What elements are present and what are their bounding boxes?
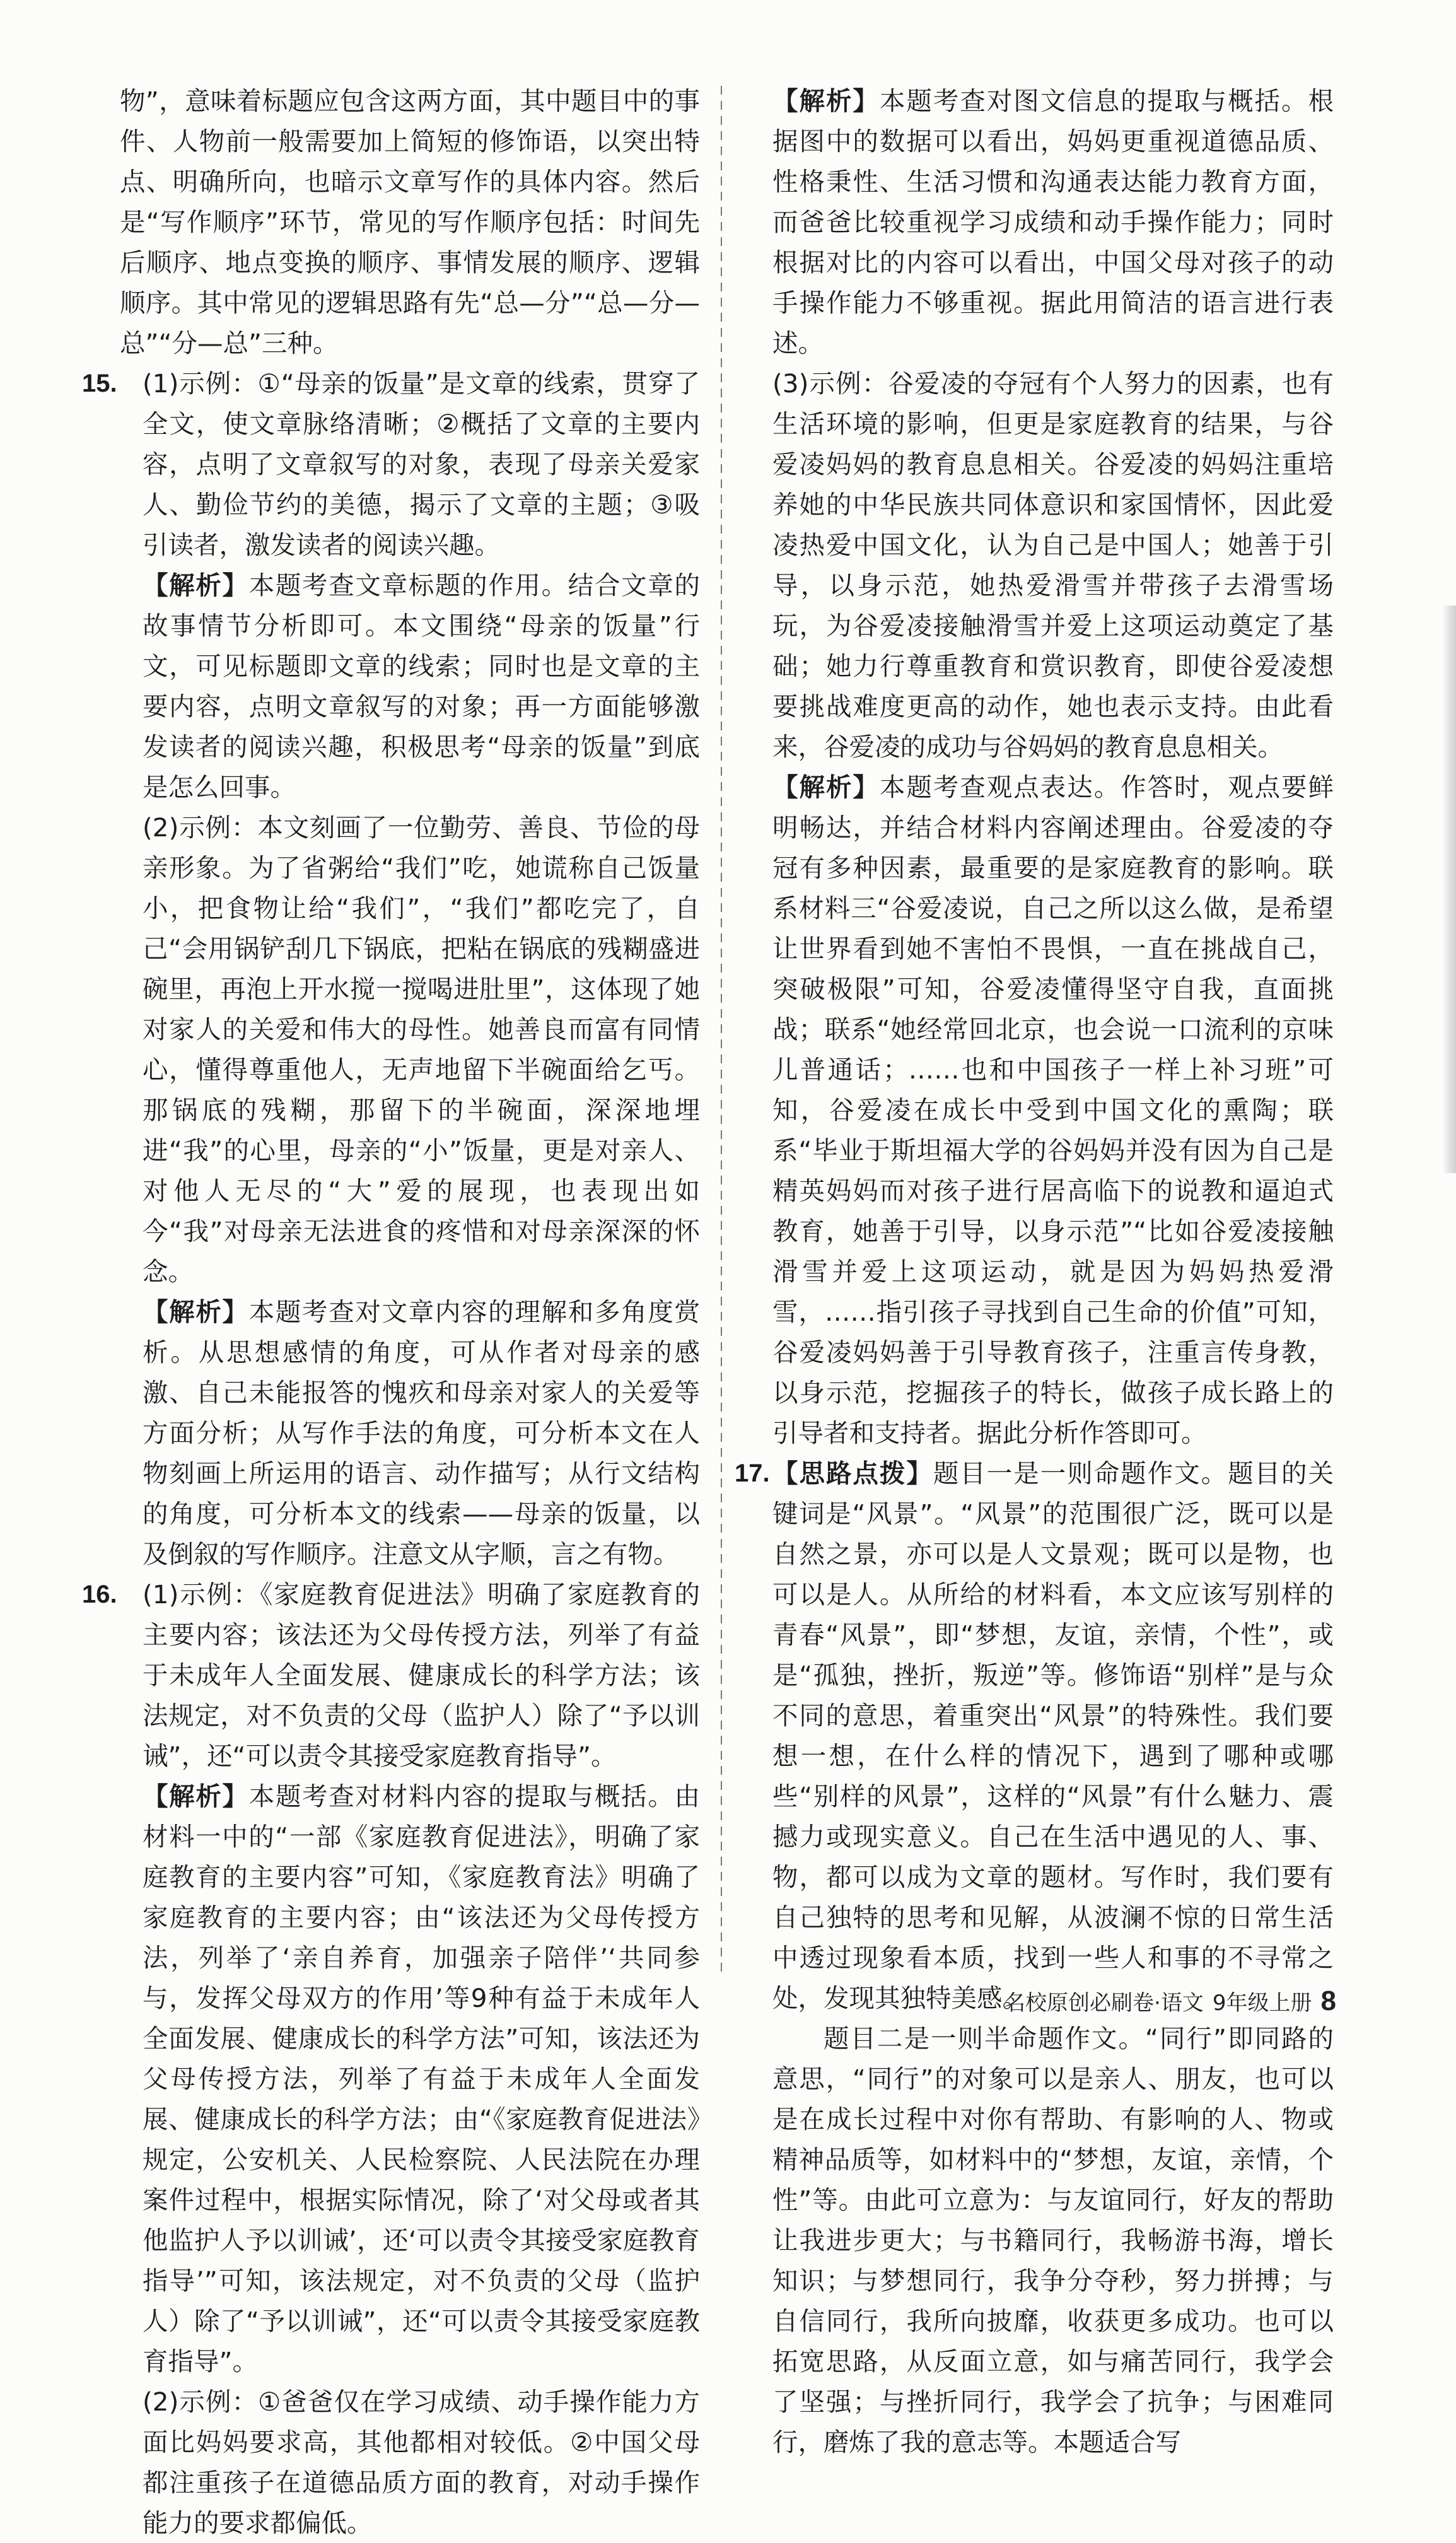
q16-answer-1: (1)示例：《家庭教育促进法》明确了家庭教育的主要内容；该法还为父母传授方法，列举了有益于未成年人全面发展、健康成长的科学方法；该法规定，对不负责的父母（监护人）除了“予以训诫”，还“可以责令其接受家庭教育指导”。 — [143, 1579, 700, 1771]
q17-paragraph-1: 题目一是一则命题作文。题目的关键词是“风景”。“风景”的范围很广泛，既可以是自然之景，亦可以是人文景观；既可以是物，也可以是人。从所给的材料看，本文应该写别样的青春“风景”，即“梦想，友谊，亲情，个性”，或是“孤独，挫折，叛逆”等。修饰语“别样”是与众不同的意思，着重突出“风景”的特殊性。我们要想一想，在什么样的情况下，遇到了哪种或哪些“别样的风景”，这样的“风景”有什么魅力、震撼力或现实意义。自己在生活中遇见的人、事、物，都可以成为文章的题材。写作时，我们要有自己独特的思考和见解，从波澜不惊的日常生活中透过现象看本质，找到一些人和事的不寻常之处，发现其独特美感。 — [772, 1458, 1334, 2013]
q15-analysis-1: 本题考查文章标题的作用。结合文章的故事情节分析即可。本文围绕“母亲的饭量”行文，可见标题即文章的线索；同时也是文章的主要内容，点明文章叙写的对象；再一方面能够激发读者的阅读兴趣，积极思考“母亲的饭量”到底是怎么回事。 — [143, 570, 701, 802]
left-column — [82, 81, 701, 2543]
q15-analysis-tag-2: 【解析】 — [143, 1297, 249, 1327]
q17-paragraph-2: 题目二是一则半命题作文。“同行”即同路的意思，“同行”的对象可以是亲人、朋友，也可以是在成长过程中对你有帮助、有影响的人、物或精神品质等，如材料中的“梦想，友谊，亲情，个性”等。由此可立意为：与友谊同行，好友的帮助让我进步更大；与书籍同行，我畅游书海，增长知识；与梦想同行，我争分夺秒，努力拼搏；与自信同行，我所向披靡，收获更多成功。也可以拓宽思路，从反面立意，如与痛苦同行，我学会了坚强；与挫折同行，我学会了抗争；与困难同行，磨炼了我的意志等。本题适合写 — [772, 2023, 1334, 2457]
question-17-number: 17. — [735, 1459, 770, 1487]
q15-analysis-2: 本题考查对文章内容的理解和多角度赏析。从思想感情的角度，可从作者对母亲的感激、自己未能报答的愧疚和母亲对家人的关爱等方面分析；从写作手法的角度，可分析本文在人物刻画上所运用的语言、动作描写；从行文结构的角度，可分析本文的线索——母亲的饭量，以及倒叙的写作顺序。注意文从字顺，言之有物。 — [143, 1297, 701, 1569]
q16-answer-3: (3)示例：谷爱凌的夺冠有个人努力的因素，也有生活环境的影响，但更是家庭教育的结果，与谷爱凌妈妈的教育息息相关。谷爱凌的妈妈注重培养她的中华民族共同体意识和家国情怀，因此爱凌热爱中国文化，认为自己是中国人；她善于引导，以身示范，她热爱滑雪并带孩子去滑雪场玩，为谷爱凌接触滑雪并爱上这项运动奠定了基础；她力行尊重教育和赏识教育，即使谷爱凌想要挑战难度更高的动作，她也表示支持。由此看来，谷爱凌的成功与谷妈妈的教育息息相关。 — [772, 368, 1334, 762]
q15-answer-1: (1)示例：①“母亲的饭量”是文章的线索，贯穿了全文，使文章脉络清晰；②概括了文章的主要内容，点明了文章叙写的对象，表现了母亲关爱家人、勤俭节约的美德，揭示了文章的主题；③吸引读者，激发读者的阅读兴趣。 — [143, 368, 700, 560]
right-column — [735, 81, 1334, 2462]
page-footer — [1004, 1985, 1336, 2017]
column-divider — [721, 86, 722, 1978]
q16-analysis-tag-3: 【解析】 — [772, 772, 880, 802]
q15-answer-2: (2)示例：本文刻画了一位勤劳、善良、节俭的母亲形象。为了省粥给“我们”吃，她谎称自己饭量小，把食物让给“我们”，“我们”都吃完了，自己“会用锅铲刮几下锅底，把粘在锅底的残糊盛进碗里，再泡上开水搅一搅喝进肚里”，这体现了她对家人的关爱和伟大的母性。她善良而富有同情心，懂得尊重他人，无声地留下半碗面给乞丐。那锅底的残糊，那留下的半碗面，深深地埋进“我”的心里，母亲的“小”饭量，更是对亲人、对他人无尽的“大”爱的展现，也表现出如今“我”对母亲无法进食的疼惜和对母亲深深的怀念。 — [143, 812, 700, 1287]
question-15-number: 15. — [82, 370, 117, 397]
question-17 — [735, 1453, 1334, 2462]
question-15 — [82, 363, 701, 1574]
scan-edge-shadow — [1442, 605, 1456, 1173]
q15-analysis-tag-1: 【解析】 — [143, 570, 249, 600]
q17-hint-tag: 【思路点拨】 — [772, 1458, 933, 1488]
question-16 — [82, 1574, 701, 2543]
q16-analysis-2: 本题考查对图文信息的提取与概括。根据图中的数据可以看出，妈妈更重视道德品质、性格秉性、生活习惯和沟通表达能力教育方面，而爸爸比较重视学习成绩和动手操作能力；同时根据对比的内容可以看出，中国父母对孩子的动手操作能力不够重视。据此用简洁的语言进行表述。 — [772, 86, 1334, 358]
q16-analysis-3: 本题考查观点表达。作答时，观点要鲜明畅达，并结合材料内容阐述理由。谷爱凌的夺冠有多种因素，最重要的是家庭教育的影响。联系材料三“谷爱凌说，自己之所以这么做，是希望让世界看到她不害怕不畏惧，一直在挑战自己，突破极限”可知，谷爱凌懂得坚守自我，直面挑战；联系“她经常回北京，也会说一口流利的京味儿普通话；……也和中国孩子一样上补习班”可知，谷爱凌在成长中受到中国文化的熏陶；联系“毕业于斯坦福大学的谷妈妈并没有因为自己是精英妈妈而对孩子进行居高临下的说教和逼迫式教育，她善于引导，以身示范”“比如谷爱凌接触滑雪并爱上这项运动，就是因为妈妈热爱滑雪，……指引孩子寻找到自己生命的价值”可知，谷爱凌妈妈善于引导教育孩子，注重言传身教，以身示范，挖掘孩子的特长，做孩子成长路上的引导者和支持者。据此分析作答即可。 — [772, 772, 1334, 1448]
q16-analysis-tag-2: 【解析】 — [772, 86, 880, 116]
footer-book-title: 名校原创必刷卷·语文 — [1004, 1991, 1204, 2016]
q16-answer-2: (2)示例：①爸爸仅在学习成绩、动手操作能力方面比妈妈要求高，其他都相对较低。②中国父母都注重孩子在道德品质方面的教育，对动手操作能力的要求都偏低。 — [143, 2387, 700, 2538]
q14-tail-text: 物”，意味着标题应包含这两方面，其中题目中的事件、人物前一般需要加上简短的修饰语，以突出特点、明确所向，也暗示文章写作的具体内容。然后是“写作顺序”环节，常见的写作顺序包括：时间先后顺序、地点变换的顺序、事情发展的顺序、逻辑顺序。其中常见的逻辑思路有先“总—分”“总—分—总”“分—总”三种。 — [120, 86, 700, 358]
q16-analysis-tag-1: 【解析】 — [143, 1781, 249, 1811]
q16-analysis-1: 本题考查对材料内容的提取与概括。由材料一中的“一部《家庭教育促进法》，明确了家庭教育的主要内容”可知，《家庭教育法》明确了家庭教育的主要内容；由“该法还为父母传授方法，列举了‘亲自养育，加强亲子陪伴’‘共同参与，发挥父母双方的作用’等9种有益于未成年人全面发展、健康成长的科学方法”可知，该法还为父母传授方法，列举了有益于未成年人全面发展、健康成长的科学方法；由“《家庭教育促进法》规定，公安机关、人民检察院、人民法院在办理案件过程中，根据实际情况，除了‘对父母或者其他监护人予以训诫’，还‘可以责令其接受家庭教育指导’”可知，该法规定，对不负责的父母（监护人）除了“予以训诫”，还“可以责令其接受家庭教育指导”。 — [143, 1781, 701, 2376]
footer-grade: 9年级上册 — [1212, 1991, 1312, 2016]
question-16-number: 16. — [82, 1581, 117, 1608]
page-number: 8 — [1320, 1985, 1336, 2016]
